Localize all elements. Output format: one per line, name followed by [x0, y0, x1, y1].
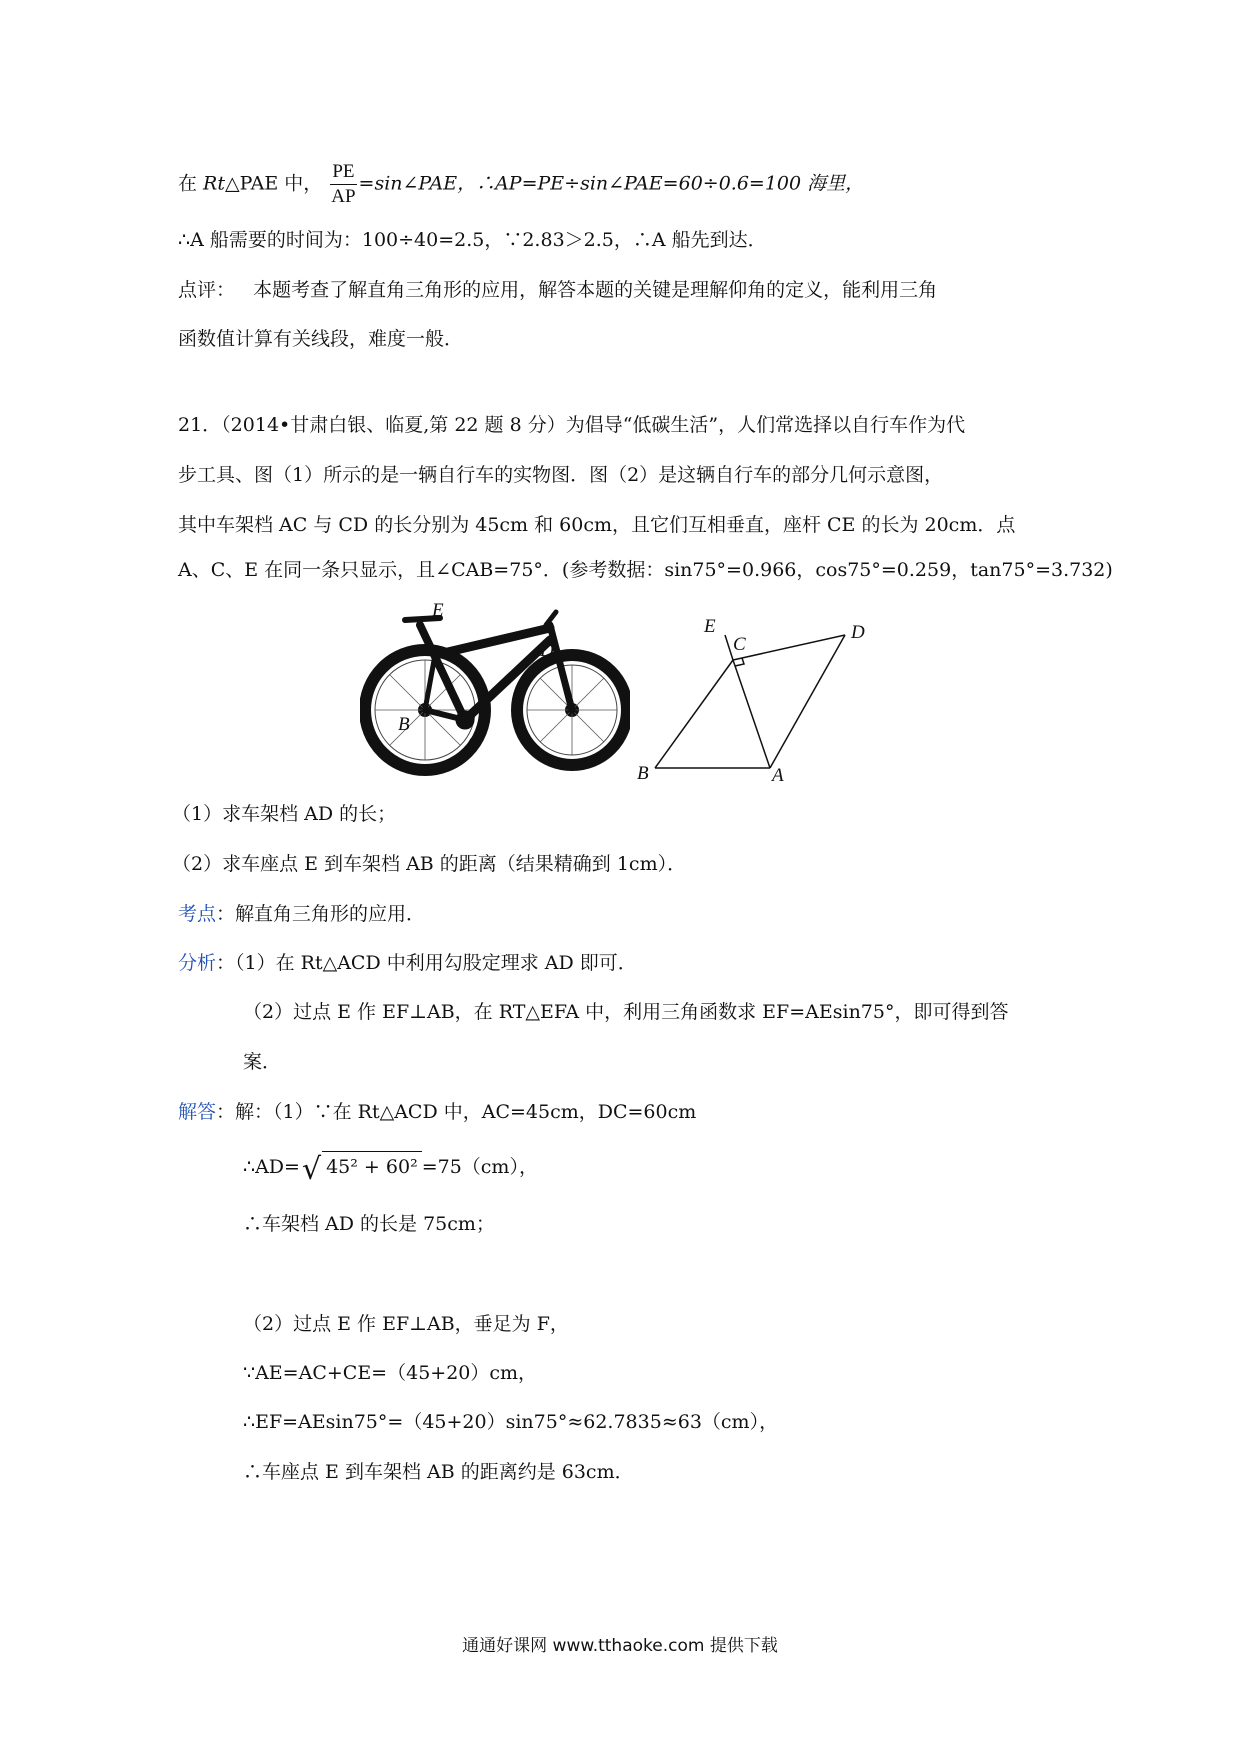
comment-line-1: 点评： 本题考查了解直角三角形的应用，解答本题的关键是理解仰角的定义，能利用三角	[178, 279, 938, 301]
fenxi-label: 分析	[178, 952, 217, 974]
solution-line-6: ∴EF=AEsin75°=（45+20）sin75°≈62.7835≈63（cm），	[243, 1411, 779, 1433]
geo-label-a: A	[772, 765, 784, 785]
bicycle-figure	[360, 600, 630, 780]
kaodian-line: 考点：解直角三角形的应用．	[178, 903, 426, 925]
geometry-labels	[637, 616, 865, 785]
radicand: 45² + 60²	[322, 1151, 422, 1180]
page-footer: 通通好课网 www.tthaoke.com 提供下载	[462, 1636, 778, 1656]
solution-line-4: （2）过点 E 作 EF⊥AB，垂足为 F，	[243, 1313, 569, 1335]
fenxi-line-3: 案．	[243, 1051, 282, 1073]
fenxi-line-1: 分析：（1）在 Rt△ACD 中利用勾股定理求 AD 即可．	[178, 952, 637, 974]
solution-line-3: ∴车架档 AD 的长是 75cm；	[243, 1213, 495, 1235]
problem-line-4: A、C、E 在同一条只显示，且∠CAB=75°．(参考数据：sin75°=0.966，cos75°=0.259，tan75°=3.732)	[178, 559, 1113, 581]
question-1: （1）求车架档 AD 的长；	[172, 803, 397, 825]
kaodian-label: 考点	[178, 903, 217, 925]
problem-line-3: 其中车架档 AC 与 CD 的长分别为 45cm 和 60cm，且它们互相垂直，座杆 CE 的长为 20cm．点	[178, 514, 1016, 536]
bike-label-c: C	[448, 647, 461, 668]
geo-label-b: B	[637, 763, 649, 784]
geometry-lines	[655, 635, 845, 768]
comment-line-2: 函数值计算有关线段，难度一般．	[178, 328, 464, 350]
prev-line-2: ∴A 船需要的时间为：100÷40=2.5，∵2.83＞2.5，∴A 船先到达．	[178, 229, 767, 251]
geometry-diagram	[620, 605, 890, 785]
fenxi-line-2: （2）过点 E 作 EF⊥AB，在 RT△EFA 中，利用三角函数求 EF=AEsin75°，即可得到答	[243, 1001, 1009, 1023]
solution-line-2: ∴AD=√ 45² + 60² =75（cm），	[243, 1152, 538, 1187]
fraction-pe-ap: $\frac{PE}{AP}$	[331, 161, 356, 207]
radical-sign: √	[301, 1152, 322, 1187]
geo-label-e: E	[704, 616, 716, 637]
bike-label-d: D	[540, 640, 554, 661]
geo-label-d: D	[851, 622, 865, 643]
solution-line-1: 解答：解：（1）∵在 Rt△ACD 中，AC=45cm，DC=60cm	[178, 1101, 697, 1123]
solution-label: 解答	[178, 1101, 217, 1123]
bike-label-a: A	[464, 735, 476, 756]
question-2: （2）求车座点 E 到车架档 AB 的距离（结果精确到 1cm）．	[172, 853, 687, 875]
solution-line-5: ∵AE=AC+CE=（45+20）cm，	[243, 1362, 538, 1384]
problem-line-1: 21．（2014•甘肃白银、临夏,第 22 题 8 分）为倡导“低碳生活”，人们常选择以自行车作为代	[178, 414, 966, 436]
bike-label-e: E	[432, 600, 444, 621]
prev-line-1: 在 Rt△PAE 中， $\frac{PE}{AP}$ =sin∠PAE，∴AP=PE÷sin∠PAE=60÷0.6=100 海里，	[178, 161, 865, 207]
geo-label-c: C	[733, 634, 746, 655]
solution-line-7: ∴车座点 E 到车架档 AB 的距离约是 63cm．	[243, 1461, 634, 1483]
bike-label-b: B	[398, 714, 410, 735]
problem-line-2: 步工具、图（1）所示的是一辆自行车的实物图．图（2）是这辆自行车的部分几何示意图，	[178, 464, 944, 486]
